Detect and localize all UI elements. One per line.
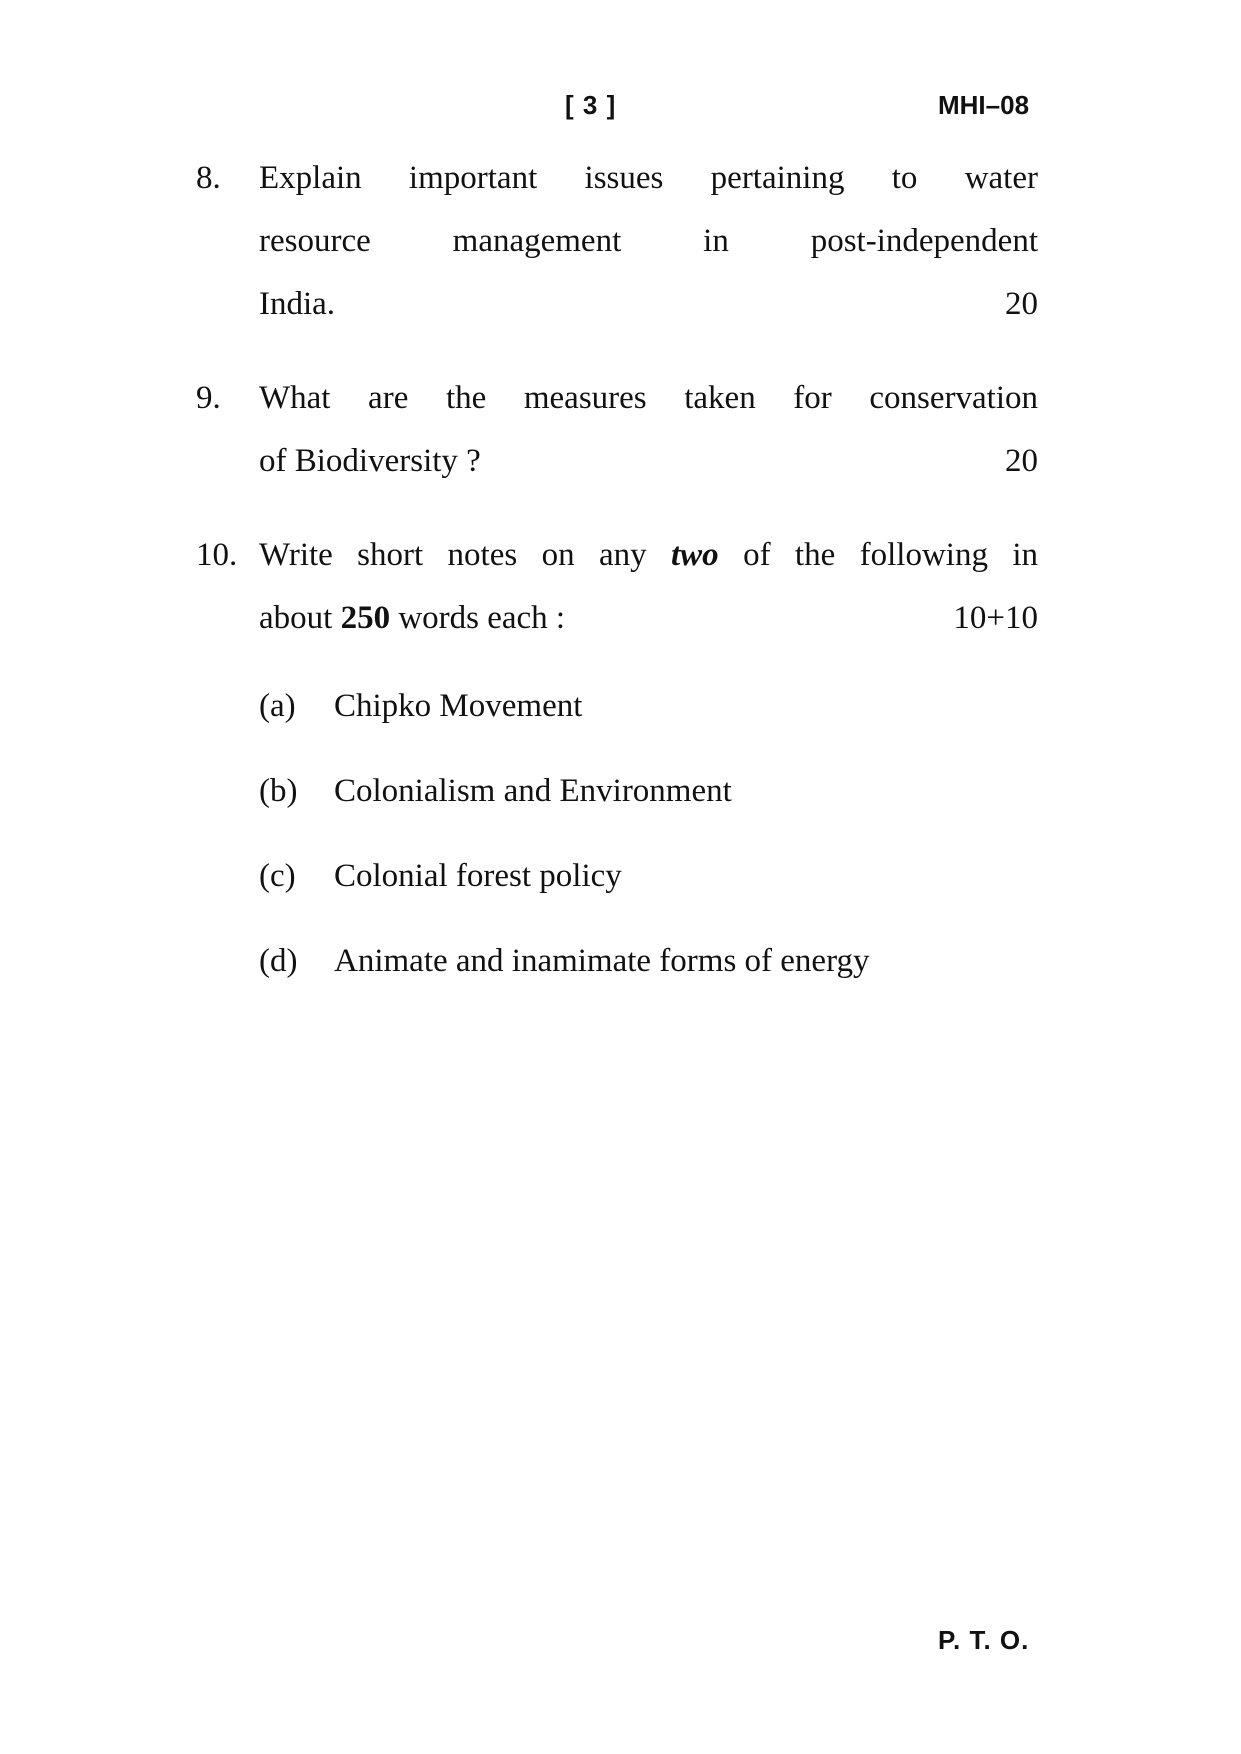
- question-number: 10.: [196, 537, 238, 573]
- question-marks: 20: [1005, 286, 1038, 322]
- sub-item-text: Colonial forest policy: [334, 858, 622, 894]
- word-count: 250: [340, 600, 391, 636]
- question-number: 8.: [196, 160, 221, 196]
- question-text-line: Explain important issues pertaining to water: [259, 160, 1038, 196]
- sub-item-text: Chipko Movement: [334, 688, 583, 724]
- question-text-line: India.: [259, 286, 336, 322]
- page-number: [ 3 ]: [565, 90, 617, 120]
- question-text-line: [259, 600, 565, 637]
- question-text-segment: Write short notes on any: [259, 537, 671, 573]
- question-text-segment: about: [259, 600, 341, 636]
- question-text-line: of Biodiversity ?: [259, 443, 481, 479]
- paper-code: MHI–08: [938, 90, 1030, 120]
- sub-item-label: (c): [259, 858, 296, 894]
- question-text-line: [259, 537, 1038, 574]
- question-text-line: What are the measures taken for conservation: [259, 380, 1038, 416]
- question-marks: 20: [1005, 443, 1038, 479]
- sub-item-label: (d): [259, 943, 298, 979]
- pto-footer: P. T. O.: [938, 1625, 1030, 1655]
- emphasis-word: two: [671, 537, 719, 573]
- sub-item-text: Animate and inamimate forms of energy: [334, 943, 870, 979]
- sub-item-label: (b): [259, 773, 298, 809]
- question-marks: 10+10: [953, 600, 1038, 636]
- question-text-line: resource management in post-independent: [259, 223, 1038, 259]
- sub-item-label: (a): [259, 688, 296, 724]
- question-number: 9.: [196, 380, 221, 416]
- question-text-segment: of the following in: [718, 537, 1038, 573]
- question-text-segment: words each :: [390, 600, 566, 636]
- sub-item-text: Colonialism and Environment: [334, 773, 732, 809]
